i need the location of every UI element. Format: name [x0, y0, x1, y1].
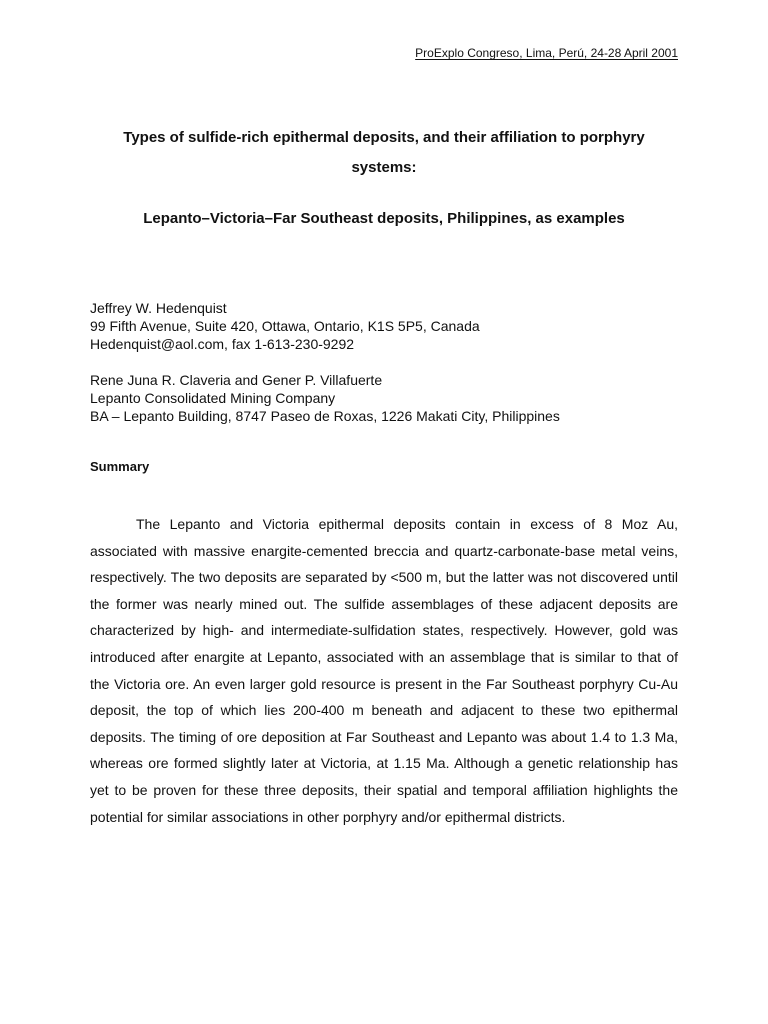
author-contact: Hedenquist@aol.com, fax 1-613-230-9292	[90, 336, 355, 352]
paper-subtitle: Lepanto–Victoria–Far Southeast deposits, Philippines, as examples	[143, 210, 625, 227]
conference-header: ProExplo Congreso, Lima, Perú, 24-28 April 2001	[415, 46, 678, 60]
paper-title: Types of sulfide-rich epithermal deposits, and their affiliation to porphyry systems:	[123, 129, 645, 176]
author-block-2	[90, 371, 560, 425]
summary-paragraph: The Lepanto and Victoria epithermal deposits contain in excess of 8 Moz Au, associated with massive enargite-cemented breccia and quartz-carbonate-base metal veins, respectively. The two deposits are separated by <500 m, but the latter was not discovered until the former was nearly mined out. The sulfide assemblages of these adjacent deposits are characterized by high- and intermediate-sulfidation states, respectively. However, gold was introduced after enargite at Lepanto, associated with an assemblage that is similar to that of the Victoria ore. An even larger gold resource is present in the Far Southeast porphyry Cu-Au deposit, the top of which lies 200-400 m beneath and adjacent to these two epithermal deposits. The timing of ore deposition at Far Southeast and Lepanto was about 1.4 to 1.3 Ma, whereas ore formed slightly later at Victoria, at 1.15 Ma. Although a genetic relationship has yet to be proven for these three deposits, their spatial and temporal affiliation highlights the potential for similar associations in other porphyry and/or epithermal districts.	[90, 516, 678, 825]
author-address: 99 Fifth Avenue, Suite 420, Ottawa, Ontario, K1S 5P5, Canada	[90, 318, 480, 334]
author-name: Rene Juna R. Claveria and Gener P. Villafuerte	[90, 372, 383, 388]
summary-heading: Summary	[90, 459, 150, 474]
author-name: Jeffrey W. Hedenquist	[90, 300, 227, 316]
author-affiliation: Lepanto Consolidated Mining Company	[90, 390, 336, 406]
author-address: BA – Lepanto Building, 8747 Paseo de Roxas, 1226 Makati City, Philippines	[90, 408, 560, 424]
author-block-1	[90, 299, 480, 353]
